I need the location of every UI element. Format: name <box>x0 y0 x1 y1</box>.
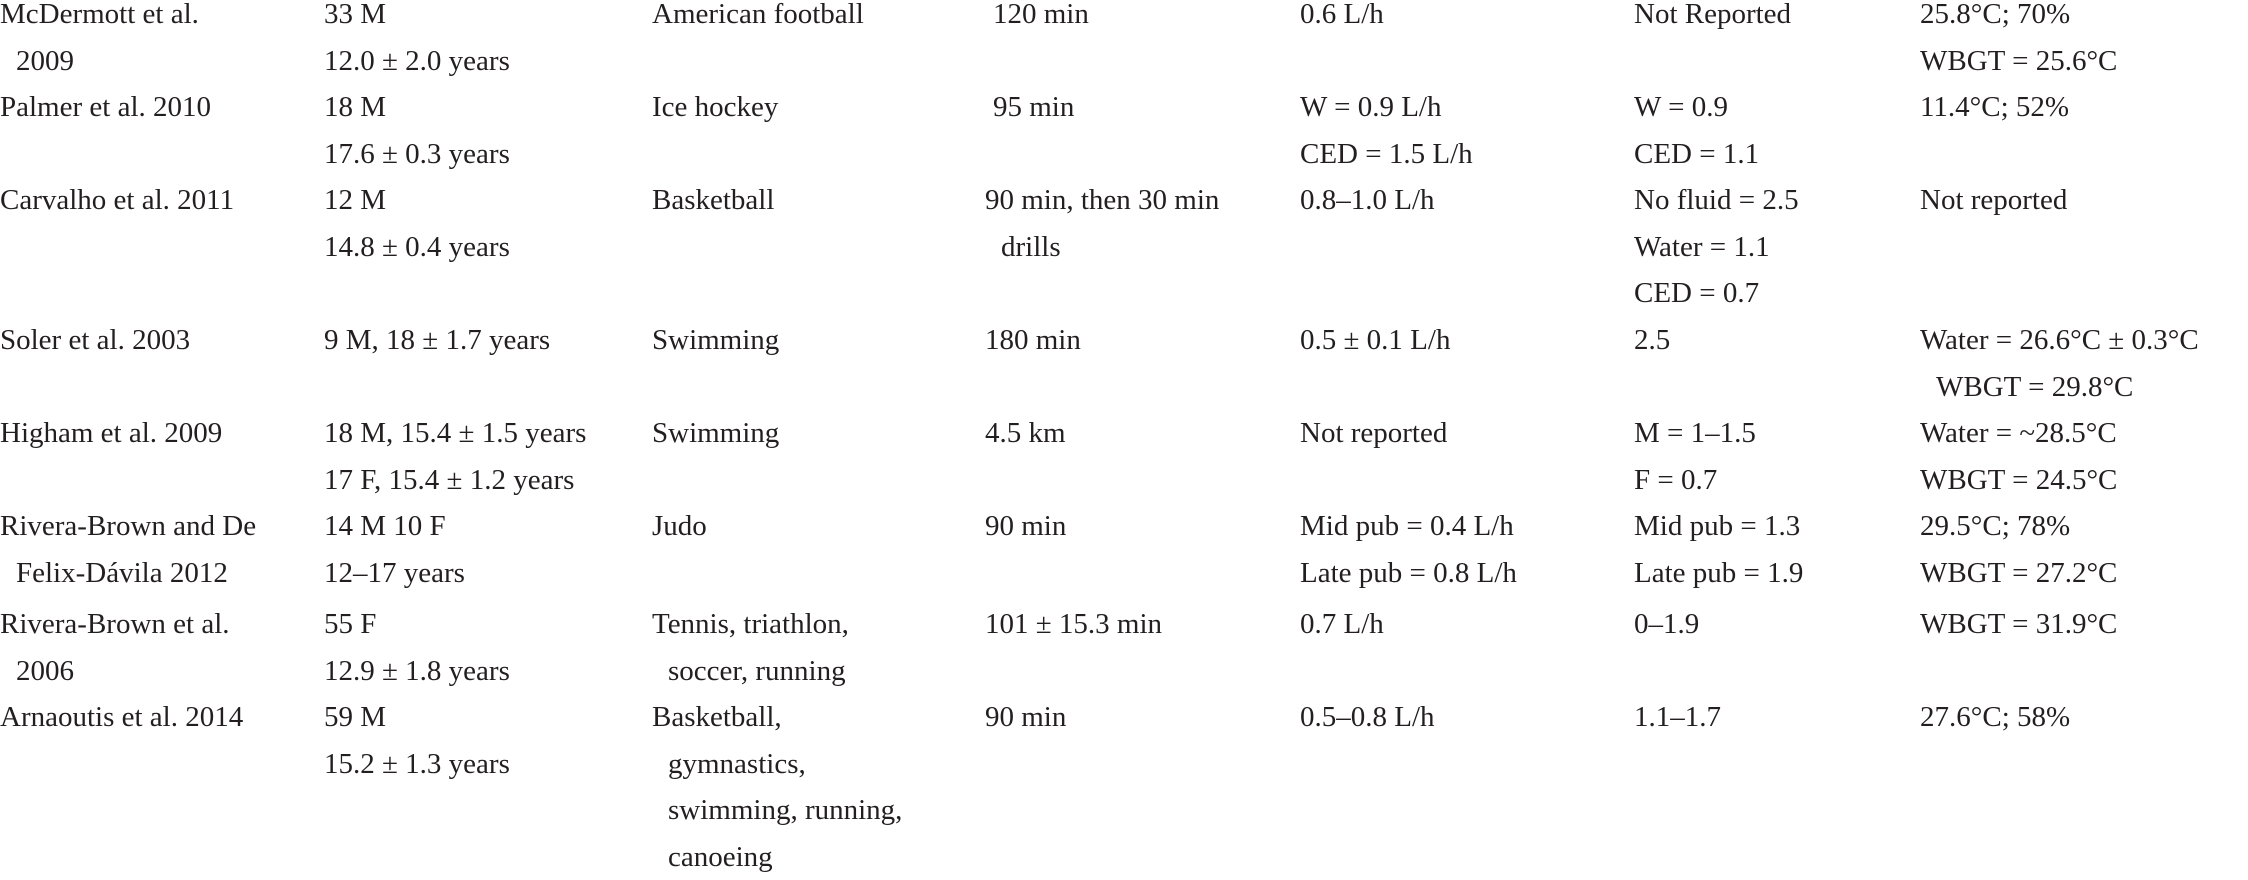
cell-study <box>0 0 199 84</box>
cell-line: Arnaoutis et al. 2014 <box>0 694 243 741</box>
cell-line: 2.5 <box>1634 317 1670 364</box>
cell-line: M = 1–1.5 <box>1634 410 1756 457</box>
cell-line: 12.0 ± 2.0 years <box>324 38 510 85</box>
cell-line: 12 M <box>324 177 510 224</box>
cell-line: American football <box>652 0 864 38</box>
cell-duration <box>985 694 1066 741</box>
cell-study <box>0 410 222 457</box>
cell-duration <box>993 0 1089 38</box>
cell-line: Higham et al. 2009 <box>0 410 222 457</box>
cell-line: McDermott et al. <box>0 0 199 38</box>
cell-line: Carvalho et al. 2011 <box>0 177 234 224</box>
cell-rate <box>1300 694 1435 741</box>
cell-participants <box>324 503 465 596</box>
cell-line: soccer, running <box>652 648 849 695</box>
cell-line: 11.4°C; 52% <box>1920 84 2069 131</box>
cell-sport <box>652 503 707 550</box>
cell-duration <box>993 84 1074 131</box>
cell-line: Rivera-Brown et al. <box>0 601 230 648</box>
cell-sport <box>652 0 864 38</box>
cell-loss <box>1634 601 1699 648</box>
cell-rate <box>1300 601 1384 648</box>
cell-line: 0.7 L/h <box>1300 601 1384 648</box>
cell-line: Water = 26.6°C ± 0.3°C <box>1920 317 2199 364</box>
cell-rate <box>1300 0 1384 38</box>
cell-line: 4.5 km <box>985 410 1066 457</box>
cell-sport <box>652 84 778 131</box>
cell-duration <box>985 317 1081 364</box>
cell-line: Late pub = 0.8 L/h <box>1300 550 1517 597</box>
cell-line: 0–1.9 <box>1634 601 1699 648</box>
cell-line: 2006 <box>0 648 230 695</box>
cell-line: 12–17 years <box>324 550 465 597</box>
cell-line: gymnastics, <box>652 741 902 788</box>
cell-line: 1.1–1.7 <box>1634 694 1721 741</box>
cell-line: Tennis, triathlon, <box>652 601 849 648</box>
cell-rate <box>1300 177 1435 224</box>
cell-conditions <box>1920 410 2117 503</box>
cell-line: CED = 1.1 <box>1634 131 1759 178</box>
cell-sport <box>652 694 902 880</box>
cell-line: drills <box>985 224 1219 271</box>
cell-line: 55 F <box>324 601 510 648</box>
cell-participants <box>324 177 510 270</box>
cell-participants <box>324 0 510 84</box>
cell-line: WBGT = 27.2°C <box>1920 550 2117 597</box>
cell-line: Basketball, <box>652 694 902 741</box>
cell-line: 27.6°C; 58% <box>1920 694 2070 741</box>
cell-sport <box>652 317 779 364</box>
cell-rate <box>1300 410 1447 457</box>
cell-line: 17.6 ± 0.3 years <box>324 131 510 178</box>
cell-line: Basketball <box>652 177 774 224</box>
cell-line: WBGT = 25.6°C <box>1920 38 2117 85</box>
cell-line: WBGT = 24.5°C <box>1920 457 2117 504</box>
cell-participants <box>324 694 510 787</box>
cell-duration <box>985 177 1219 270</box>
cell-loss <box>1634 84 1759 177</box>
cell-rate <box>1300 317 1450 364</box>
cell-participants <box>324 601 510 694</box>
cell-line: Water = 1.1 <box>1634 224 1799 271</box>
cell-study <box>0 317 190 364</box>
cell-line: 101 ± 15.3 min <box>985 601 1162 648</box>
cell-conditions <box>1920 503 2117 596</box>
cell-line: 25.8°C; 70% <box>1920 0 2117 38</box>
cell-line: W = 0.9 <box>1634 84 1759 131</box>
cell-line: Swimming <box>652 410 779 457</box>
cell-line: 0.5–0.8 L/h <box>1300 694 1435 741</box>
cell-line: CED = 1.5 L/h <box>1300 131 1473 178</box>
cell-participants <box>324 317 550 364</box>
cell-line: 0.5 ± 0.1 L/h <box>1300 317 1450 364</box>
cell-loss <box>1634 317 1670 364</box>
cell-line: F = 0.7 <box>1634 457 1756 504</box>
cell-line: WBGT = 29.8°C <box>1920 364 2199 411</box>
cell-line: W = 0.9 L/h <box>1300 84 1473 131</box>
cell-loss <box>1634 694 1721 741</box>
cell-line: 14.8 ± 0.4 years <box>324 224 510 271</box>
cell-conditions <box>1920 0 2117 84</box>
cell-conditions <box>1920 694 2070 741</box>
cell-study <box>0 694 243 741</box>
cell-line: Judo <box>652 503 707 550</box>
cell-line: 9 M, 18 ± 1.7 years <box>324 317 550 364</box>
cell-duration <box>985 601 1162 648</box>
cell-line: 59 M <box>324 694 510 741</box>
cell-sport <box>652 601 849 694</box>
cell-line: Not reported <box>1920 177 2067 224</box>
cell-study <box>0 601 230 694</box>
cell-line: 18 M <box>324 84 510 131</box>
cell-line: CED = 0.7 <box>1634 270 1799 317</box>
cell-conditions <box>1920 177 2067 224</box>
cell-line: Felix-Dávila 2012 <box>0 550 256 597</box>
cell-line: 2009 <box>0 38 199 85</box>
cell-line: Palmer et al. 2010 <box>0 84 211 131</box>
cell-study <box>0 503 256 596</box>
cell-line: Mid pub = 1.3 <box>1634 503 1803 550</box>
cell-line: 33 M <box>324 0 510 38</box>
cell-line: 14 M 10 F <box>324 503 465 550</box>
cell-loss <box>1634 177 1799 317</box>
cell-loss <box>1634 410 1756 503</box>
cell-conditions <box>1920 317 2199 410</box>
cell-line: 90 min <box>985 503 1066 550</box>
cell-line: 29.5°C; 78% <box>1920 503 2117 550</box>
cell-line: 90 min, then 30 min <box>985 177 1219 224</box>
cell-line: canoeing <box>652 834 902 880</box>
cell-loss <box>1634 0 1791 38</box>
cell-participants <box>324 410 586 503</box>
cell-line: Mid pub = 0.4 L/h <box>1300 503 1517 550</box>
cell-line: Ice hockey <box>652 84 778 131</box>
cell-line: 0.6 L/h <box>1300 0 1384 38</box>
cell-line: 18 M, 15.4 ± 1.5 years <box>324 410 586 457</box>
cell-line: WBGT = 31.9°C <box>1920 601 2117 648</box>
cell-conditions <box>1920 601 2117 648</box>
cell-rate <box>1300 503 1517 596</box>
cell-line: 120 min <box>993 0 1089 38</box>
cell-line: 0.8–1.0 L/h <box>1300 177 1435 224</box>
cell-rate <box>1300 84 1473 177</box>
cell-duration <box>985 503 1066 550</box>
cell-line: Rivera-Brown and De <box>0 503 256 550</box>
cell-study <box>0 177 234 224</box>
cell-line: Swimming <box>652 317 779 364</box>
cell-line: Water = ~28.5°C <box>1920 410 2117 457</box>
cell-conditions <box>1920 84 2069 131</box>
cell-participants <box>324 84 510 177</box>
cell-sport <box>652 177 774 224</box>
cell-line: 12.9 ± 1.8 years <box>324 648 510 695</box>
cell-line: 17 F, 15.4 ± 1.2 years <box>324 457 586 504</box>
cell-line: 90 min <box>985 694 1066 741</box>
cell-sport <box>652 410 779 457</box>
cell-line: swimming, running, <box>652 787 902 834</box>
cell-line: Late pub = 1.9 <box>1634 550 1803 597</box>
cell-line: Not Reported <box>1634 0 1791 38</box>
cell-line: 15.2 ± 1.3 years <box>324 741 510 788</box>
cell-line: Soler et al. 2003 <box>0 317 190 364</box>
cell-line: 180 min <box>985 317 1081 364</box>
cell-loss <box>1634 503 1803 596</box>
cell-line: 95 min <box>993 84 1074 131</box>
cell-duration <box>985 410 1066 457</box>
cell-study <box>0 84 211 131</box>
cell-line: Not reported <box>1300 410 1447 457</box>
cell-line: No fluid = 2.5 <box>1634 177 1799 224</box>
